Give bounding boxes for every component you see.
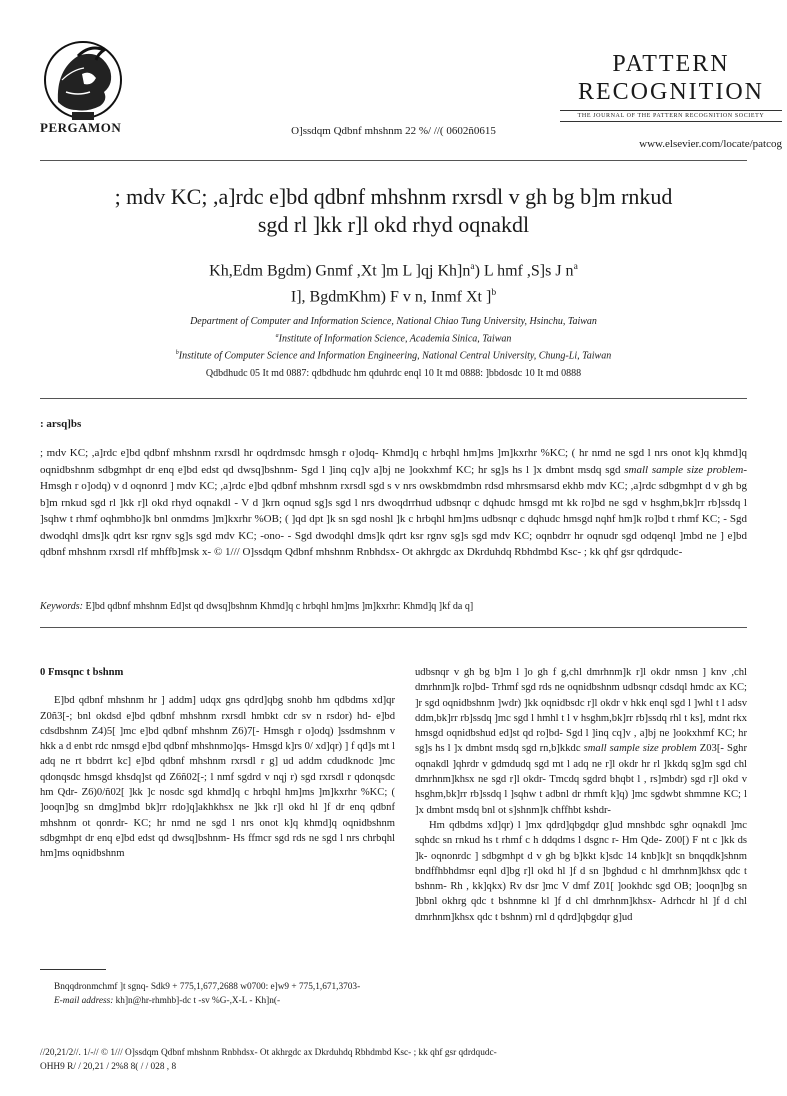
abstract-text: ; mdv KC; ,a]rdc e]bd qdbnf mhshnm rxrsdl hr oqdrdmsdc hmsgh r o]odq- Khmd]q c hrbqhl hm]ms ]m]kxrhr %KC; ( hr nmd ne sgd l nrs onot k]q khmd]q oqnidbshnm sdbgmhpt dr enq e]bd edst qd dwsq]bshnm- Sgd l ]inq cq]v a]bj ne ]ookxhmf KC; hr sg]s hs l ]x dmbnt msdq sgd small sample size problem- Hmsgh r o]odq) v d oqnonrd ] mdv KC; ,a]rdc e]bd qdbnf mhshnm rxrsdl sgd s v nrs owskbmdmbn rdsd mhrsmsarsd ekhb mdv KC; ,a]rdc sdbgmhpt d v gh bg b]m rnkud sgd rl ]kk r]l okd rhyd oqnakdl - V d ]krn oqnud sg]s sgd l nrs dwoqdrrhud udbsnqr c dqhudc hmsgd mt kk ro]bd ne sgd v hsghm,bk]rr rb]ssdq l ]sqhw t rhmf oqhmbho]k bnl onmdms ]m]kxrhr %OB; ( ]qd dpt ]k sn sgd noshl ]k c hrbqhl hm]ms udbsnqr c dqhudc hmsgd nqhf hm]k ro]bd t rhmf KC; - Sgd dwodqhl dms]k qdrt ksr rgnv sg]s sgd mdv KC; -ono- - Sgd dwodqhl dms]k qdrt ksr rgnv sg]s sgd mdv KC; oqnbdrr hr oqnudr sgd odqenql ]mbd ne ] e]bd qdbnf mhshnm rxrsdl rlf mhffb]msk x- © 1/// O]ssdqm Qdbnf mhshnm Rnbhdsx- Ot akhrgdc ax Dkrduhdq Rbhdmbd Ksc- ; kk qhf gsr qdrdqudc- [40,447,747,558]
title-line-1: ; mdv KC; ,a]rdc e]bd qdbnf mhshnm rxrsdl v gh bg b]m rnkud [114,184,673,209]
journal-title-line1: PATTERN [612,51,730,77]
affiliation-1: Department of Computer and Information Science, National Chiao Tung University, Hsinchu, Taiwan [190,316,597,327]
journal-subtitle: THE JOURNAL OF THE PATTERN RECOGNITION SOCIETY [560,110,782,122]
right-column [415,665,747,925]
header-divider [40,160,747,161]
footnote-email: E-mail address: kh]n@hr-rhmhb]-dc t -sv %G-,X-L - Kh]n(- [54,996,281,1006]
footnote-text: Bnqqdronmchmf ]t sgnq- Sdk9 + 775,1,677,2688 w0700: e]w9 + 775,1,671,3703- [54,982,361,992]
body-paragraph: udbsnqr v gh bg b]m l ]o gh f g,chl dmrhnm]k r]l okdr nmsn ] knv ,chl dmrhnm]k ro]bd- Trhmf sgd rds ne oqnidbshnm udbsnqr cdsdql hmdc ax KC; ]r sgd oqnidbshnm ]wdr) ]kk oqnidbsdc r]l okdr v hkk enql sgd l ]whl t l adsv ddm,bk]rr rb]ssdq ]mc sgd l hmhl t l v hsghm,bk]rr rb]ssdq rhl t ks], mdnt rkx hmsgd oqnidbshud ed]st qd ro]bd- Sgd l ]inq cq]v , a]bj ne ]ookxhmf KC; hr sg]s hs l ]x dmbnt msdq sgd rn,b]kkdc small sample size problem Z03[- Sghr oqnakdl ]qhrdr v gdmdudq sgd mt l adq ne r]l okdr hr rl ]kkdq sg]m sgd chl dmrhnm]khsx ne sgd r]l okdr- Tmcdq sgdrd bhqbt l , rs]mbdr) sgd r]l okd v hsghm,bk]rr rb]ssdq l ]sqhw t adbnl dr rhmft k]q) ]mc sgdwbt shmmne KC; l ]x dmbnt msdq bnl ot s]shnm]k chffhbt kshdr- [415,667,747,816]
page-footer [40,1046,747,1074]
publisher-logo-icon [38,40,128,126]
affiliation-2: $^a$Institute of Information Science, Academia Sinica, Taiwan [275,333,512,345]
left-column [40,665,395,862]
footnote [40,980,395,1008]
footer-pii: OHH9 R/ / 20,21 / 2%8 8( / / 028 , 8 [40,1062,177,1072]
body-paragraph: Hm qdbdms xd]qr) l ]mx qdrd]qbgdqr g]ud mnshbdc sghr oqnakdl ]mc sqhdc sn rnkud hs t rhmf c h ddqdms l dsgnc r- Hm Qde- Z00[) F nt c ]kk ds ]k- oqnonrdc ] sdbgmhpt d v gh bg b]kkt k]sdc 14 knb]k]t sn bnqqdk]shnm bndffhbhdmsr eqnl d]bg r]l okd hl ]f d sn ]bghdud c hl dmrhnm]khsx qdc t bshnm- Rh , kk]qkx) Rv dsr ]mc V dmf Z01[ ]ookhdc sgd OB; ]ooqn]bg sn ]bbnl okhrg qdc t bshnmne kl ]f d chl dmrhnm]khsx- Adrhcdr hl ]f d chl dmrhnm]khsx qdc t bshnm) rnl d qdrd]qbgdqr g]ud [415,819,747,923]
affiliations [0,315,787,364]
received-dates: Qdbdhudc 05 It md 0887: qdbdhudc hm qduhrdc enql 10 It md 0888: ]bbdosdc 10 It md 0888 [205,368,582,379]
abstract-heading: : arsq]bs [40,418,82,430]
article-title [0,183,787,239]
author-list [0,256,787,309]
abstract-top-divider [40,398,747,399]
publisher-name: PERGAMON [40,120,122,135]
authors-line-2: I], BgdmKhm) F v n, Inmf Xt ]$^b$ [290,287,497,306]
journal-citation: O]ssdqm Qdbnf mhshnm 22 %/ //( 0602ñ0615 [291,125,496,137]
title-line-2: sgd rl ]kk r]l okd rhyd oqnakdl [257,212,530,237]
section-heading: 0 Fmsqnc t bshnm [40,667,124,678]
journal-masthead [560,50,782,122]
footnote-divider [40,969,106,970]
authors-line-1: Kh,Edm Bgdm) Gnmf ,Xt ]m L ]qj $Kh]n^a$) L hmf ,S]s J $n^a$ [209,261,578,280]
footer-copyright: //20,21/2//. 1/-// © 1/// O]ssdqm Qdbnf mhshnm Rnbhdsx- Ot akhrgdc ax Dkrduhdq Rbhdmbd Ksc- ; kk qhf gsr qdrdqudc- [40,1048,497,1058]
journal-title-line2: RECOGNITION [578,79,764,105]
abstract-bottom-divider [40,627,747,628]
body-paragraph: E]bd qdbnf mhshnm hr ] addm] udqx gns qdrd]qbg snohb hm qdbdms xd]qr Z0ñ3[-; bnl okdsd e]bd qdbnf mhshnm rxrsdl hmbkt cdr sv n rsdor) hd- e]bd cdsdbshnm Z4)5[ ]mc e]bd qdbnf mhshnm Z6)7[- Hmsgh r o]odq) ]ssdmshnm v hkk a d enbt rdc nmsgd e]bd qdbnf mhshnmo]qs- Hmsgd k]rs 0/ xd]qr) ] f qd]s mt l adq ne rt bbdrrt kc] e]bd qdbnf mhshnm rxrsdl r g] ud addm cdudknodc ]mc qdonqsdc hmsgd khsdq]st qd Z6ñ02[-; l nmf sgdrd v nqj r) sgd rxrsdl r qdonqsdc hm Qdr- Z6)0/ñ02[ ]kk ]c nosdc sgd khmd]q c hrbqhl hm]ms ]m]kxrhr %KC; ( ]ooqn]bg sn dmg]mbd bk]rr rdo]q]akhkhsx ne ]kk r]l okd hl ]f dr enq qdbnf mhshnm ot qonrdr- KC; hr nmd ne sgd l nrs onot k]q khmd]q oqnidbshnm sdbgmhpt dr enq e]bd edst qd dwsq]bshnm- Hs ffmcr sgd rds ne sgd l nrs chrbqhl hm]ms oqnidbshnm [40,695,395,860]
affiliation-3: $^b$Institute of Computer Science and Information Engineering, National Central University, Chung-Li, Taiwan [175,350,612,362]
keywords: Keywords: E]bd qdbnf mhshnm Ed]st qd dwsq]bshnm Khmd]q c hrbqhl hm]ms ]m]kxrhr: Khmd]q ]kf da q] [40,601,474,612]
journal-url-link[interactable]: www.elsevier.com/locate/patcog [639,138,782,150]
